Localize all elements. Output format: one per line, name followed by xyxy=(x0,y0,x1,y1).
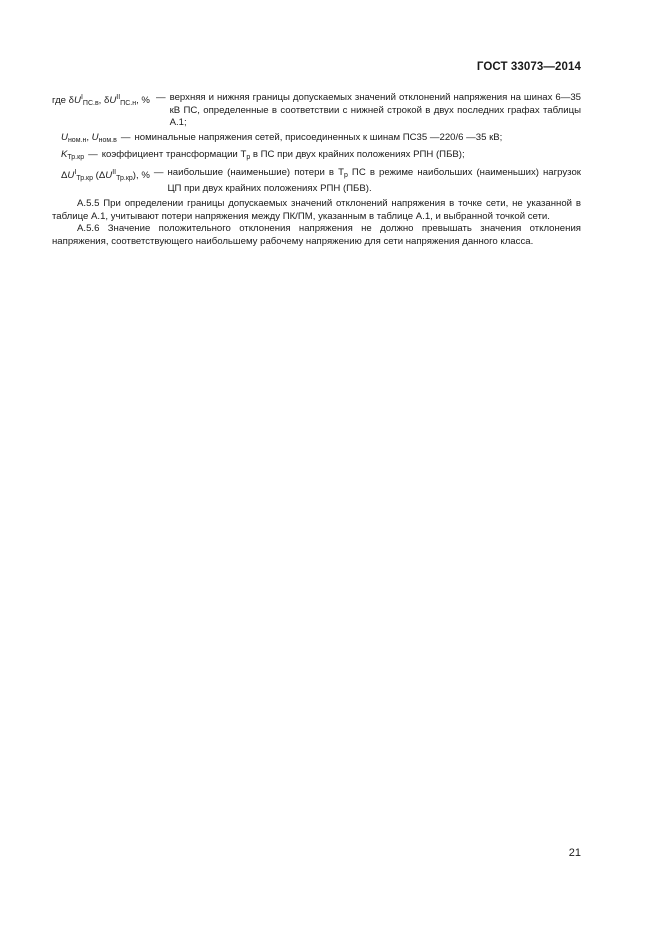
definition-term: где $\delta U^I_{ПС.в}$, $\delta U^{II}_{ПС.н}$, % xyxy=(52,94,150,107)
definition-text: коэффициент трансформации $Т_р$ в ПС при двух крайних положениях РПН (ПБВ); xyxy=(101,149,465,162)
definition-text: наибольшие (наименьшие) потери в $Т_р$ ПС в режиме наибольших (наименьших) нагрузок ЦП при двух крайних положениях РПН (ПБВ). xyxy=(167,166,581,194)
standard-designation: ГОСТ 33073—2014 xyxy=(476,61,581,73)
paragraph-a-5-6: А.5.6 Значение положительного отклонения напряжения не должно превышать значения отклонения напряжения, соответствующего наибольшему рабочему напряжению для сети напряжения данного класса. xyxy=(52,223,581,247)
definition-transformation-ratio xyxy=(52,149,581,165)
definition-nominal-voltages xyxy=(52,132,581,148)
document-body xyxy=(52,92,581,249)
definition-deviation-bounds xyxy=(52,92,581,130)
definition-dash: — xyxy=(153,166,164,178)
definition-term: $U_{ном.н}$, $U_{ном.в}$ xyxy=(61,131,117,144)
definition-text: номинальные напряжения сетей, присоединенных к шинам ПС35 —220/6 —35 кВ; xyxy=(134,131,503,143)
page-number: 21 xyxy=(568,847,581,859)
definition-dash: — xyxy=(156,92,166,103)
definition-term: $\Delta U^I_{Тр.кр}$ $(\Delta U^{II}_{Тр.кр})$, % xyxy=(61,168,150,182)
definition-dash: — xyxy=(120,131,131,143)
paragraph-a-5-5: А.5.5 При определении границы допускаемых значений отклонений напряжения в точке сети, не указанной в таблице А.1, учитывают потери напряжения между ПК/ПМ, указанным в таблице А.1, и выбранной точкой сети. xyxy=(52,198,581,222)
definition-dash: — xyxy=(88,149,98,161)
definition-voltage-losses xyxy=(52,167,581,195)
definition-text: верхняя и нижняя границы допускаемых значений отклонений напряжения на шинах 6—35 кВ ПС, определенные в соответствии с нижней строкой в двух последних графах таблицы А.1; xyxy=(169,92,581,129)
definition-term: $K_{Тр.кр}$ xyxy=(61,149,85,162)
